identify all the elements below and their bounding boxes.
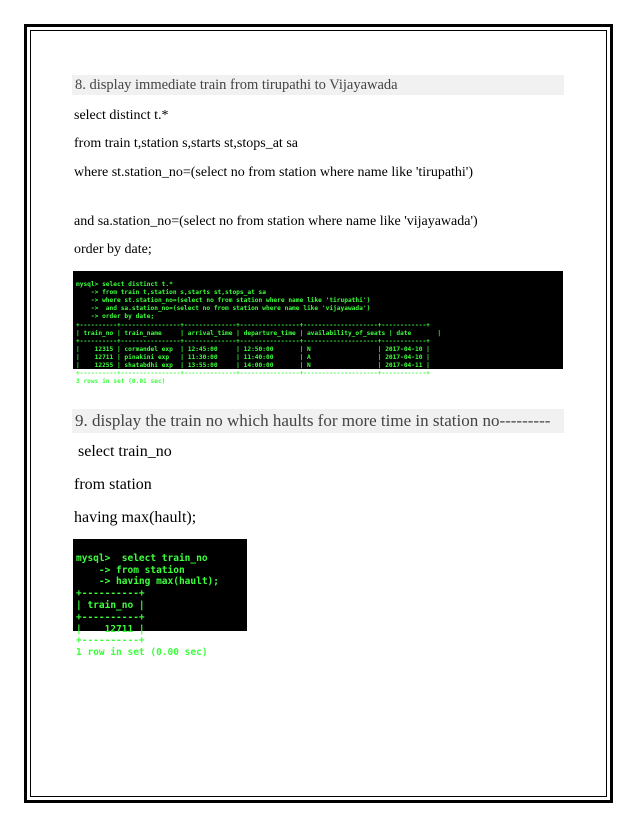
terminal-8-line: +----------+----------------+--------------+----------------+--------------------+------------+	[76, 370, 430, 378]
section-9-heading: 9. display the train no which haults for more time in station no---------	[72, 409, 564, 433]
terminal-9-line: 1 row in set (0.00 sec)	[76, 647, 208, 659]
terminal-9-line: mysql> select train_no	[76, 552, 208, 564]
terminal-8-line: -> where st.station_no=(select no from station where name like 'tirupathi')	[76, 297, 371, 305]
query-8-line-5: order by date;	[74, 242, 152, 257]
terminal-9-line: | 12711 |	[76, 623, 145, 635]
terminal-8-line: mysql> select distinct t.*	[76, 281, 173, 289]
terminal-8-line: | train_no | train_name | arrival_time | departure_time | availability_of_seats | date |	[76, 329, 442, 337]
terminal-8-line: -> order by date;	[76, 313, 155, 321]
terminal-9-line: -> from station	[76, 564, 185, 576]
section-8-heading: 8. display immediate train from tirupathi to Vijayawada	[72, 75, 564, 95]
terminal-screenshot-8	[73, 271, 563, 386]
query-8-line-1: select distinct t.*	[74, 108, 169, 123]
terminal-9-line: +----------+	[76, 635, 145, 647]
query-8-line-3: where st.station_no=(select no from station where name like 'tirupathi')	[74, 165, 473, 180]
query-9-line-1: select train_no	[74, 443, 172, 460]
terminal-8-line: 3 rows in set (0.01 sec)	[76, 378, 166, 386]
terminal-9-line: +----------+	[76, 611, 145, 623]
terminal-8-line: | 12255 | shatabdhi exp | 13:55:00 | 14:00:00 | N | 2017-04-11 |	[76, 362, 430, 370]
query-8-line-2: from train t,station s,starts st,stops_at sa	[74, 136, 298, 151]
terminal-9-line: | train_no |	[76, 599, 145, 611]
terminal-8-line: +----------+----------------+--------------+----------------+--------------------+------------+	[76, 321, 430, 329]
terminal-screenshot-9	[73, 539, 247, 659]
terminal-8-line: -> from train t,station s,starts st,stops_at sa	[76, 289, 266, 297]
terminal-8-line: +----------+----------------+--------------+----------------+--------------------+------------+	[76, 337, 430, 345]
query-8-line-4: and sa.station_no=(select no from station where name like 'vijayawada')	[74, 214, 478, 229]
terminal-8-line: | 12315 | cormandel exp | 12:45:00 | 12:50:00 | N | 2017-04-10 |	[76, 345, 430, 353]
terminal-8-line: | 12711 | pinakini exp | 11:30:00 | 11:40:00 | A | 2017-04-10 |	[76, 353, 430, 361]
terminal-9-line: -> having max(hault);	[76, 576, 219, 588]
query-9-line-3: having max(hault);	[74, 509, 197, 526]
terminal-9-line: +----------+	[76, 588, 145, 600]
terminal-8-line: -> and sa.station_no=(select no from station where name like 'vijayawada')	[76, 305, 371, 313]
query-9-line-2: from station	[74, 476, 152, 493]
